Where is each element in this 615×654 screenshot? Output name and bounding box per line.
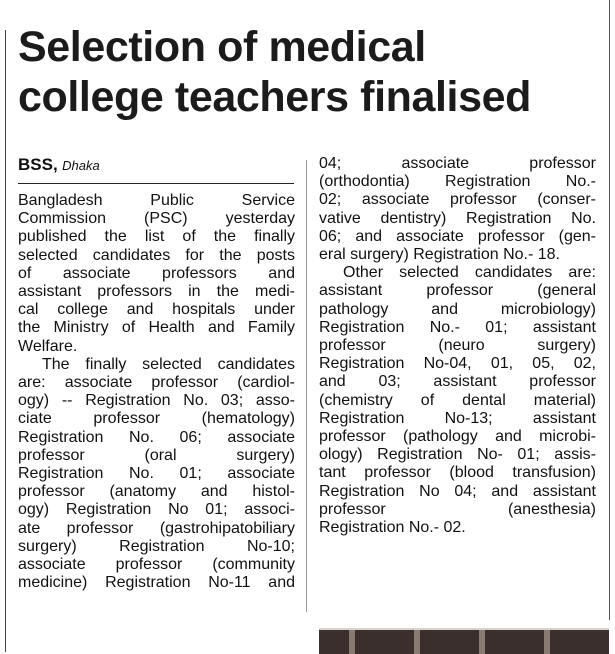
text-line: 04; associate professor (319, 155, 596, 172)
text-line: Registration No. 06; associate (18, 428, 295, 446)
text-line: ogy) Registration No 01; associ- (18, 501, 295, 519)
text-line: tant professor (blood transfusion) (319, 464, 596, 482)
text-line: Welfare. (18, 337, 78, 355)
headline-line-1: Selection of medical (18, 23, 426, 71)
text-line: assistant professors in the medi- (18, 283, 295, 301)
text-line: pathology and microbiology) (319, 300, 596, 318)
text-line: associate professor (community (18, 556, 295, 574)
photo-detail (349, 630, 355, 654)
text-line: Registration No. 01; associate (18, 465, 295, 483)
text-line: vative dentistry) Registration No. (319, 209, 596, 227)
text-line: ate professor (gastrohipatobiliary (18, 519, 295, 537)
text-line: selected candidates for the posts (18, 246, 295, 264)
text-line: surgery) Registration No-10; (18, 537, 295, 555)
text-line: Registration No.- 01; assistant (319, 318, 596, 336)
byline (18, 155, 100, 176)
right-border-rule (609, 0, 610, 620)
text-line: professor (neuro surgery) (319, 337, 596, 355)
text-line: medicine) Registration No-11 and (18, 574, 295, 592)
text-line: assistant professor (general (319, 282, 596, 300)
text-line: eral surgery) Registration No.- 18. (319, 246, 560, 264)
article-column-right (319, 155, 596, 537)
text-line: Registration No.- 02. (319, 519, 466, 537)
photo-detail (479, 630, 485, 654)
text-line: 06; and associate professor (gen- (319, 227, 596, 245)
byline-agency: BSS, (18, 155, 58, 174)
headline-line-2: college teachers finalised (18, 73, 531, 121)
text-line: Other selected candidates are: (343, 264, 596, 282)
text-line: professor (anesthesia) (319, 500, 596, 518)
column-divider (306, 160, 307, 612)
text-line: professor (oral surgery) (18, 446, 295, 464)
left-border-rule (5, 30, 6, 652)
text-line: The finally selected candidates (42, 355, 295, 373)
text-line: ciate professor (hematology) (18, 410, 295, 428)
article-column-left (18, 192, 295, 592)
text-line: cal college and hospitals under (18, 301, 295, 319)
text-line: are: associate professor (cardiol- (18, 374, 295, 392)
byline-city: Dhaka (62, 158, 100, 173)
text-line: Bangladesh Public Service (18, 192, 295, 209)
text-line: professor (anatomy and histol- (18, 483, 295, 501)
photo-detail (414, 630, 420, 654)
text-line: Registration No-13; assistant (319, 409, 596, 427)
byline-rule (18, 183, 294, 184)
text-line: Commission (PSC) yesterday (18, 210, 295, 228)
text-line: the Ministry of Health and Family (18, 319, 295, 337)
text-line: Registration No 04; and assistant (319, 482, 596, 500)
text-line: of associate professors and (18, 264, 295, 282)
photo-detail (544, 630, 550, 654)
text-line: 02; associate professor (conser- (319, 191, 596, 209)
text-line: published the list of the finally (18, 228, 295, 246)
text-line: (chemistry of dental material) (319, 391, 596, 409)
text-line: and 03; assistant professor (319, 373, 596, 391)
text-line: ogy) -- Registration No. 03; asso- (18, 392, 295, 410)
text-line: Registration No-04, 01, 05, 02, (319, 355, 596, 373)
text-line: professor (pathology and microbi- (319, 428, 596, 446)
headline (18, 22, 608, 122)
text-line: (orthodontia) Registration No.- (319, 173, 596, 191)
text-line: ology) Registration No- 01; assis- (319, 446, 596, 464)
photo-crop (319, 628, 609, 654)
